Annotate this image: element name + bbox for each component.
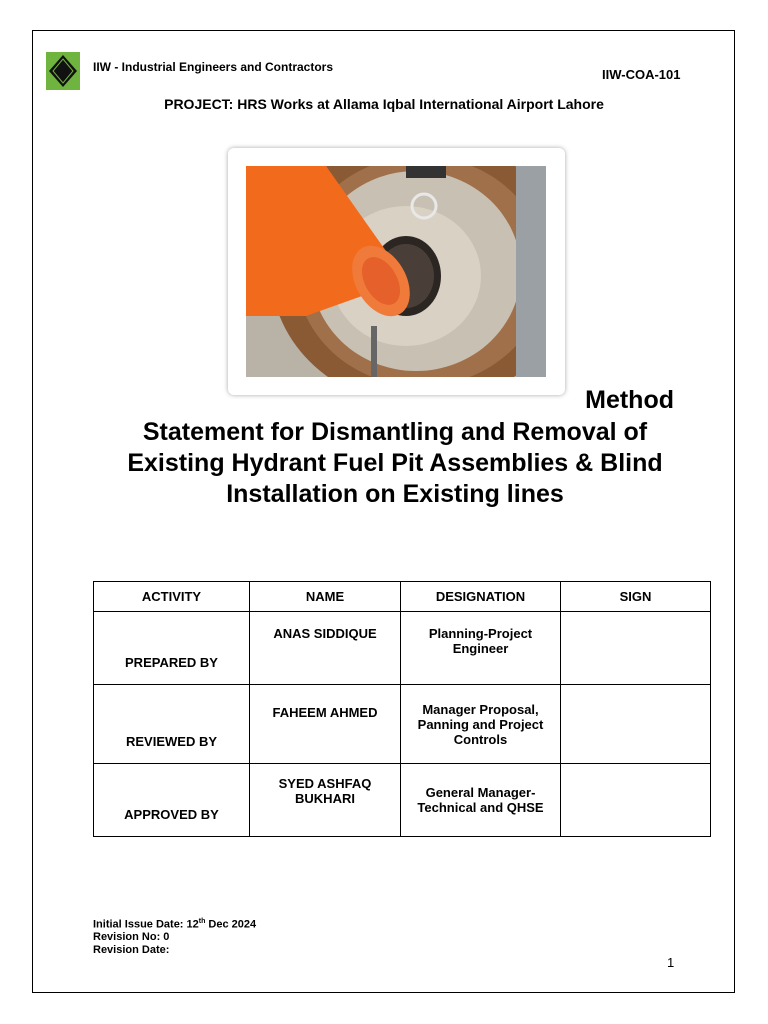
header-activity: ACTIVITY: [94, 582, 250, 612]
table-row: [94, 685, 711, 764]
company-logo: [46, 52, 80, 90]
revision-info: [93, 916, 256, 956]
title-first-word: Method: [585, 386, 674, 414]
header-sign: SIGN: [561, 582, 711, 612]
company-name: IIW - Industrial Engineers and Contractors: [93, 60, 334, 74]
table-header-row: [94, 582, 711, 612]
header-designation: DESIGNATION: [401, 582, 561, 612]
revision-number: Revision No: 0: [93, 931, 170, 944]
sign-cell[interactable]: [561, 764, 711, 837]
designation-cell: General Manager- Technical and QHSE: [401, 764, 561, 837]
name-cell: SYED ASHFAQ BUKHARI: [250, 764, 401, 837]
activity-cell: APPROVED BY: [94, 764, 250, 837]
revision-date: Revision Date:: [93, 943, 170, 956]
designation-cell: Planning-Project Engineer: [401, 612, 561, 685]
name-cell: FAHEEM AHMED: [250, 685, 401, 764]
sign-cell[interactable]: [561, 612, 711, 685]
document-title: Statement for Dismantling and Removal of Existing Hydrant Fuel Pit Assemblies & Blind Installation on Existing lines: [127, 418, 663, 508]
photo-frame: [228, 148, 565, 395]
table-row: [94, 764, 711, 837]
sign-cell[interactable]: [561, 685, 711, 764]
name-cell: ANAS SIDDIQUE: [250, 612, 401, 685]
activity-cell: PREPARED BY: [94, 612, 250, 685]
page-number: 1: [667, 955, 675, 970]
hydrant-pit-photo: [246, 166, 546, 377]
approval-table: [93, 581, 711, 837]
table-row: [94, 612, 711, 685]
designation-cell: Manager Proposal, Panning and Project Controls: [401, 685, 561, 764]
activity-cell: REVIEWED BY: [94, 685, 250, 764]
initial-issue-date: Initial Issue Date: 12th Dec 2024: [93, 918, 257, 931]
project-title: PROJECT: HRS Works at Allama Iqbal International Airport Lahore: [164, 96, 604, 112]
header-name: NAME: [250, 582, 401, 612]
document-code: IIW-COA-101: [602, 67, 681, 82]
